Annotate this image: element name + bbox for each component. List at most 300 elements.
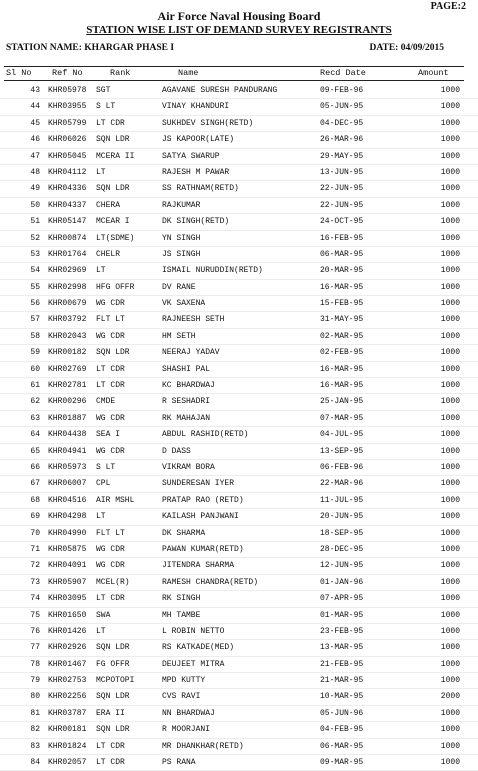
cell-rank: SQN LDR <box>96 348 130 358</box>
cell-amount: 1000 <box>440 758 460 768</box>
cell-recd-date: 06-MAR-95 <box>320 741 364 751</box>
registrant-table <box>0 83 478 771</box>
cell-rank: MCERA II <box>96 151 135 161</box>
cell-ref-no: KHR01426 <box>48 626 87 636</box>
cell-ref-no: KHR01887 <box>48 413 87 423</box>
table-row <box>0 263 478 279</box>
cell-recd-date: 25-JAN-95 <box>320 397 364 407</box>
cell-ref-no: KHR02926 <box>48 643 87 653</box>
cell-recd-date: 07-MAR-95 <box>320 413 364 423</box>
cell-recd-date: 11-JUL-95 <box>320 495 364 505</box>
cell-recd-date: 01-JAN-96 <box>320 577 364 587</box>
cell-ref-no: KHR01764 <box>48 249 87 259</box>
cell-amount: 1000 <box>440 135 460 145</box>
table-row <box>0 132 478 148</box>
cell-name: RAMESH CHANDRA(RETD) <box>162 577 259 587</box>
table-row <box>0 362 478 378</box>
cell-rank: SGT <box>96 86 111 95</box>
cell-name: D DASS <box>162 446 191 456</box>
table-row <box>0 394 478 410</box>
cell-recd-date: 28-DEC-95 <box>320 544 364 554</box>
cell-sl-no: 45 <box>30 118 40 128</box>
cell-amount: 1000 <box>440 299 460 309</box>
cell-amount: 1000 <box>440 577 460 587</box>
cell-amount: 1000 <box>440 282 460 292</box>
station-name: STATION NAME: KHARGAR PHASE I <box>6 43 175 53</box>
cell-sl-no: 66 <box>30 462 40 472</box>
table-row <box>0 149 478 165</box>
cell-name: SATYA SWARUP <box>162 151 220 161</box>
cell-name: NN BHARDWAJ <box>162 708 215 718</box>
cell-sl-no: 78 <box>30 659 40 669</box>
cell-ref-no: KHR00296 <box>48 397 87 407</box>
table-row <box>0 231 478 247</box>
cell-recd-date: 31-MAY-95 <box>320 315 364 325</box>
cell-amount: 1000 <box>440 397 460 407</box>
cell-rank: SWA <box>96 610 111 620</box>
cell-name: DEUJEET MITRA <box>162 659 225 669</box>
cell-ref-no: KHR02043 <box>48 331 87 341</box>
cell-recd-date: 18-SEP-95 <box>320 528 364 538</box>
cell-ref-no: KHR02781 <box>48 381 87 391</box>
col-name: Name <box>178 68 199 78</box>
cell-sl-no: 51 <box>30 217 40 227</box>
cell-amount: 2000 <box>440 692 460 702</box>
cell-ref-no: KHR05978 <box>48 86 87 95</box>
cell-ref-no: KHR03787 <box>48 708 87 718</box>
cell-rank: LT CDR <box>96 364 125 374</box>
cell-name: SHASHI PAL <box>162 364 211 374</box>
cell-sl-no: 54 <box>30 266 40 276</box>
table-row <box>0 427 478 443</box>
cell-name: PAWAN KUMAR(RETD) <box>162 544 244 554</box>
cell-ref-no: KHR01467 <box>48 659 87 669</box>
cell-recd-date: 06-FEB-96 <box>320 462 364 472</box>
cell-amount: 1000 <box>440 151 460 161</box>
table-row <box>0 591 478 607</box>
table-row <box>0 83 478 99</box>
cell-rank: WG CDR <box>96 446 125 456</box>
cell-rank: WG CDR <box>96 299 125 309</box>
cell-amount: 1000 <box>440 626 460 636</box>
cell-sl-no: 65 <box>30 446 40 456</box>
cell-name: NEERAJ YADAV <box>162 348 220 358</box>
table-row <box>0 460 478 476</box>
cell-ref-no: KHR01650 <box>48 610 87 620</box>
cell-ref-no: KHR02256 <box>48 692 87 702</box>
cell-amount: 1000 <box>440 495 460 505</box>
cell-name: VK SAXENA <box>162 299 206 309</box>
cell-ref-no: KHR05875 <box>48 544 87 554</box>
cell-sl-no: 58 <box>30 331 40 341</box>
cell-ref-no: KHR05799 <box>48 118 87 128</box>
cell-ref-no: KHR03955 <box>48 102 87 112</box>
cell-rank: ERA II <box>96 708 125 718</box>
cell-name: CVS RAVI <box>162 692 201 702</box>
cell-name: MH TAMBE <box>162 610 201 620</box>
cell-rank: LT CDR <box>96 381 125 391</box>
cell-amount: 1000 <box>440 233 460 243</box>
cell-rank: LT <box>96 167 106 177</box>
cell-amount: 1000 <box>440 594 460 604</box>
cell-sl-no: 43 <box>30 86 40 95</box>
cell-ref-no: KHR04298 <box>48 512 87 522</box>
cell-ref-no: KHR02057 <box>48 758 87 768</box>
cell-sl-no: 46 <box>30 135 40 145</box>
cell-amount: 1000 <box>440 676 460 686</box>
table-row <box>0 542 478 558</box>
table-row <box>0 198 478 214</box>
table-row <box>0 657 478 673</box>
cell-ref-no: KHR00181 <box>48 725 87 735</box>
cell-amount: 1000 <box>440 200 460 210</box>
cell-amount: 1000 <box>440 544 460 554</box>
cell-amount: 1000 <box>440 167 460 177</box>
cell-rank: S LT <box>96 102 116 112</box>
cell-rank: SQN LDR <box>96 184 130 194</box>
cell-ref-no: KHR05907 <box>48 577 87 587</box>
cell-ref-no: KHR02998 <box>48 282 87 292</box>
station-header <box>6 43 444 53</box>
cell-sl-no: 77 <box>30 643 40 653</box>
cell-recd-date: 02-FEB-95 <box>320 348 364 358</box>
cell-amount: 1000 <box>440 741 460 751</box>
cell-amount: 1000 <box>440 561 460 571</box>
table-row <box>0 558 478 574</box>
cell-sl-no: 57 <box>30 315 40 325</box>
cell-amount: 1000 <box>440 86 460 95</box>
cell-rank: MCEAR I <box>96 217 130 227</box>
table-row <box>0 493 478 509</box>
cell-rank: LT(SDME) <box>96 233 135 243</box>
cell-recd-date: 04-JUL-95 <box>320 430 364 440</box>
cell-rank: CPL <box>96 479 111 489</box>
table-row <box>0 312 478 328</box>
cell-recd-date: 09-MAR-95 <box>320 758 364 768</box>
col-amount: Amount <box>418 68 449 78</box>
cell-amount: 1000 <box>440 462 460 472</box>
col-ref-no: Ref No <box>52 68 83 78</box>
cell-recd-date: 04-FEB-95 <box>320 725 364 735</box>
header-rule-top <box>4 66 464 67</box>
cell-rank: FG OFFR <box>96 659 130 669</box>
cell-rank: S LT <box>96 462 116 472</box>
cell-amount: 1000 <box>440 364 460 374</box>
cell-name: ABDUL RASHID(RETD) <box>162 430 249 440</box>
cell-recd-date: 16-MAR-95 <box>320 381 364 391</box>
table-row <box>0 476 478 492</box>
cell-recd-date: 07-APR-95 <box>320 594 364 604</box>
header-rule-bottom <box>4 80 464 81</box>
table-row <box>0 689 478 705</box>
cell-recd-date: 20-JUN-95 <box>320 512 364 522</box>
cell-ref-no: KHR04112 <box>48 167 87 177</box>
cell-name: L ROBIN NETTO <box>162 626 225 636</box>
table-row <box>0 165 478 181</box>
cell-name: SUNDERESAN IYER <box>162 479 235 489</box>
report-date: DATE: 04/09/2015 <box>369 43 444 53</box>
col-recd-date: Recd Date <box>320 68 366 78</box>
cell-sl-no: 81 <box>30 708 40 718</box>
cell-sl-no: 67 <box>30 479 40 489</box>
cell-ref-no: KHR04516 <box>48 495 87 505</box>
cell-name: HM SETH <box>162 331 196 341</box>
cell-rank: SQN LDR <box>96 692 130 702</box>
cell-amount: 1000 <box>440 610 460 620</box>
cell-name: SS RATHNAM(RETD) <box>162 184 239 194</box>
cell-sl-no: 55 <box>30 282 40 292</box>
cell-ref-no: KHR04438 <box>48 430 87 440</box>
cell-recd-date: 04-DEC-95 <box>320 118 364 128</box>
cell-ref-no: KHR01824 <box>48 741 87 751</box>
cell-name: DK SHARMA <box>162 528 206 538</box>
cell-name: RAJKUMAR <box>162 200 201 210</box>
cell-ref-no: KHR02753 <box>48 676 87 686</box>
cell-ref-no: KHR02969 <box>48 266 87 276</box>
cell-recd-date: 23-FEB-95 <box>320 626 364 636</box>
cell-ref-no: KHR02769 <box>48 364 87 374</box>
cell-amount: 1000 <box>440 315 460 325</box>
cell-sl-no: 61 <box>30 381 40 391</box>
table-row <box>0 214 478 230</box>
cell-amount: 1000 <box>440 331 460 341</box>
document-title: Air Force Naval Housing Board <box>157 9 321 23</box>
cell-sl-no: 60 <box>30 364 40 374</box>
cell-rank: CHERA <box>96 200 121 210</box>
cell-name: RAJNEESH SETH <box>162 315 225 325</box>
table-row <box>0 444 478 460</box>
cell-recd-date: 21-FEB-95 <box>320 659 364 669</box>
cell-rank: MCPOTOPI <box>96 676 135 686</box>
cell-amount: 1000 <box>440 446 460 456</box>
page-number: PAGE:2 <box>430 1 466 12</box>
cell-rank: WG CDR <box>96 561 125 571</box>
cell-recd-date: 05-JUN-96 <box>320 708 364 718</box>
cell-name: JS KAPOOR(LATE) <box>162 135 235 145</box>
cell-name: KAILASH PANJWANI <box>162 512 239 522</box>
table-row <box>0 509 478 525</box>
cell-recd-date: 22-JUN-95 <box>320 184 364 194</box>
cell-sl-no: 69 <box>30 512 40 522</box>
cell-rank: LT CDR <box>96 758 125 768</box>
cell-amount: 1000 <box>440 413 460 423</box>
cell-amount: 1000 <box>440 348 460 358</box>
cell-sl-no: 71 <box>30 544 40 554</box>
cell-rank: SEA I <box>96 430 121 440</box>
cell-rank: AIR MSHL <box>96 495 135 505</box>
table-row <box>0 722 478 738</box>
document-subtitle: STATION WISE LIST OF DEMAND SURVEY REGISTRANTS <box>86 24 392 36</box>
cell-sl-no: 75 <box>30 610 40 620</box>
cell-amount: 1000 <box>440 217 460 227</box>
cell-ref-no: KHR04990 <box>48 528 87 538</box>
cell-sl-no: 59 <box>30 348 40 358</box>
cell-sl-no: 79 <box>30 676 40 686</box>
cell-recd-date: 16-MAR-95 <box>320 364 364 374</box>
cell-ref-no: KHR04091 <box>48 561 87 571</box>
cell-ref-no: KHR06007 <box>48 479 87 489</box>
cell-rank: SQN LDR <box>96 643 130 653</box>
cell-name: PRATAP RAO (RETD) <box>162 495 244 505</box>
cell-sl-no: 84 <box>30 758 40 768</box>
cell-rank: LT <box>96 512 106 522</box>
table-row <box>0 673 478 689</box>
cell-recd-date: 16-FEB-95 <box>320 233 364 243</box>
cell-recd-date: 22-MAR-96 <box>320 479 364 489</box>
cell-amount: 1000 <box>440 659 460 669</box>
cell-sl-no: 47 <box>30 151 40 161</box>
cell-ref-no: KHR06026 <box>48 135 87 145</box>
cell-recd-date: 21-MAR-95 <box>320 676 364 686</box>
cell-name: MR DHANKHAR(RETD) <box>162 741 244 751</box>
table-row <box>0 608 478 624</box>
cell-recd-date: 10-MAR-95 <box>320 692 364 702</box>
cell-sl-no: 44 <box>30 102 40 112</box>
cell-recd-date: 05-JUN-95 <box>320 102 364 112</box>
cell-rank: LT CDR <box>96 741 125 751</box>
table-row <box>0 624 478 640</box>
cell-recd-date: 22-JUN-95 <box>320 200 364 210</box>
cell-amount: 1000 <box>440 266 460 276</box>
cell-name: RK MAHAJAN <box>162 413 211 423</box>
cell-rank: SQN LDR <box>96 725 130 735</box>
cell-recd-date: 26-MAR-96 <box>320 135 364 145</box>
col-sl-no: Sl No <box>6 68 32 78</box>
cell-rank: WG CDR <box>96 413 125 423</box>
table-row <box>0 378 478 394</box>
table-row <box>0 329 478 345</box>
cell-sl-no: 72 <box>30 561 40 571</box>
cell-ref-no: KHR05147 <box>48 217 87 227</box>
table-row <box>0 640 478 656</box>
cell-name: JITENDRA SHARMA <box>162 561 235 571</box>
cell-sl-no: 76 <box>30 626 40 636</box>
cell-sl-no: 53 <box>30 249 40 259</box>
cell-sl-no: 73 <box>30 577 40 587</box>
table-row <box>0 247 478 263</box>
cell-recd-date: 20-MAR-95 <box>320 266 364 276</box>
cell-sl-no: 50 <box>30 200 40 210</box>
cell-ref-no: KHR04337 <box>48 200 87 210</box>
table-row <box>0 296 478 312</box>
cell-ref-no: KHR05045 <box>48 151 87 161</box>
cell-ref-no: KHR03095 <box>48 594 87 604</box>
cell-name: DV RANE <box>162 282 196 292</box>
cell-rank: FLT LT <box>96 315 125 325</box>
col-rank: Rank <box>110 68 131 78</box>
cell-amount: 1000 <box>440 708 460 718</box>
cell-rank: SQN LDR <box>96 135 130 145</box>
cell-recd-date: 15-FEB-95 <box>320 299 364 309</box>
table-row <box>0 280 478 296</box>
table-row <box>0 755 478 771</box>
cell-amount: 1000 <box>440 479 460 489</box>
cell-name: SUKHDEV SINGH(RETD) <box>162 118 254 128</box>
cell-recd-date: 09-FEB-96 <box>320 86 364 95</box>
cell-ref-no: KHR00182 <box>48 348 87 358</box>
cell-name: VIKRAM BORA <box>162 462 215 472</box>
cell-amount: 1000 <box>440 249 460 259</box>
cell-rank: WG CDR <box>96 331 125 341</box>
cell-name: PS RANA <box>162 758 196 768</box>
cell-ref-no: KHR00874 <box>48 233 87 243</box>
cell-name: KC BHARDWAJ <box>162 381 215 391</box>
cell-sl-no: 68 <box>30 495 40 505</box>
cell-rank: CHELR <box>96 249 121 259</box>
cell-sl-no: 52 <box>30 233 40 243</box>
cell-amount: 1000 <box>440 381 460 391</box>
column-header <box>0 68 478 80</box>
cell-recd-date: 24-OCT-95 <box>320 217 364 227</box>
table-row <box>0 739 478 755</box>
cell-recd-date: 01-MAR-95 <box>320 610 364 620</box>
cell-sl-no: 82 <box>30 725 40 735</box>
cell-recd-date: 13-JUN-95 <box>320 167 364 177</box>
cell-name: R SESHADRI <box>162 397 211 407</box>
cell-amount: 1000 <box>440 118 460 128</box>
cell-recd-date: 13-MAR-95 <box>320 643 364 653</box>
table-row <box>0 99 478 115</box>
cell-name: R MOORJANI <box>162 725 211 735</box>
cell-sl-no: 62 <box>30 397 40 407</box>
table-row <box>0 411 478 427</box>
cell-name: VINAY KHANDURI <box>162 102 230 112</box>
cell-sl-no: 74 <box>30 594 40 604</box>
cell-name: RK SINGH <box>162 594 201 604</box>
table-row <box>0 526 478 542</box>
cell-amount: 1000 <box>440 102 460 112</box>
cell-recd-date: 02-MAR-95 <box>320 331 364 341</box>
table-row <box>0 575 478 591</box>
cell-rank: HFG OFFR <box>96 282 135 292</box>
cell-amount: 1000 <box>440 430 460 440</box>
cell-amount: 1000 <box>440 512 460 522</box>
cell-recd-date: 13-SEP-95 <box>320 446 364 456</box>
cell-rank: WG CDR <box>96 544 125 554</box>
cell-amount: 1000 <box>440 184 460 194</box>
cell-ref-no: KHR04336 <box>48 184 87 194</box>
cell-name: RAJESH M PAWAR <box>162 167 230 177</box>
cell-name: DK SINGH(RETD) <box>162 217 230 227</box>
table-row <box>0 345 478 361</box>
cell-sl-no: 63 <box>30 413 40 423</box>
cell-name: JS SINGH <box>162 249 201 259</box>
cell-amount: 1000 <box>440 528 460 538</box>
cell-name: ISMAIL NURUDDIN(RETD) <box>162 266 263 276</box>
cell-sl-no: 80 <box>30 692 40 702</box>
cell-sl-no: 83 <box>30 741 40 751</box>
cell-name: MPD KUTTY <box>162 676 206 686</box>
cell-rank: LT CDR <box>96 118 125 128</box>
cell-sl-no: 49 <box>30 184 40 194</box>
table-row <box>0 706 478 722</box>
cell-rank: LT <box>96 266 106 276</box>
cell-name: AGAVANE SURESH PANDURANG <box>162 86 278 95</box>
cell-ref-no: KHR00679 <box>48 299 87 309</box>
cell-name: YN SINGH <box>162 233 201 243</box>
cell-rank: LT CDR <box>96 594 125 604</box>
cell-rank: MCEL(R) <box>96 577 130 587</box>
cell-recd-date: 16-MAR-95 <box>320 282 364 292</box>
table-row <box>0 116 478 132</box>
cell-rank: FLT LT <box>96 528 125 538</box>
table-row <box>0 181 478 197</box>
cell-amount: 1000 <box>440 643 460 653</box>
cell-rank: CMDE <box>96 397 116 407</box>
cell-recd-date: 29-MAY-95 <box>320 151 364 161</box>
cell-ref-no: KHR05973 <box>48 462 87 472</box>
cell-sl-no: 48 <box>30 167 40 177</box>
